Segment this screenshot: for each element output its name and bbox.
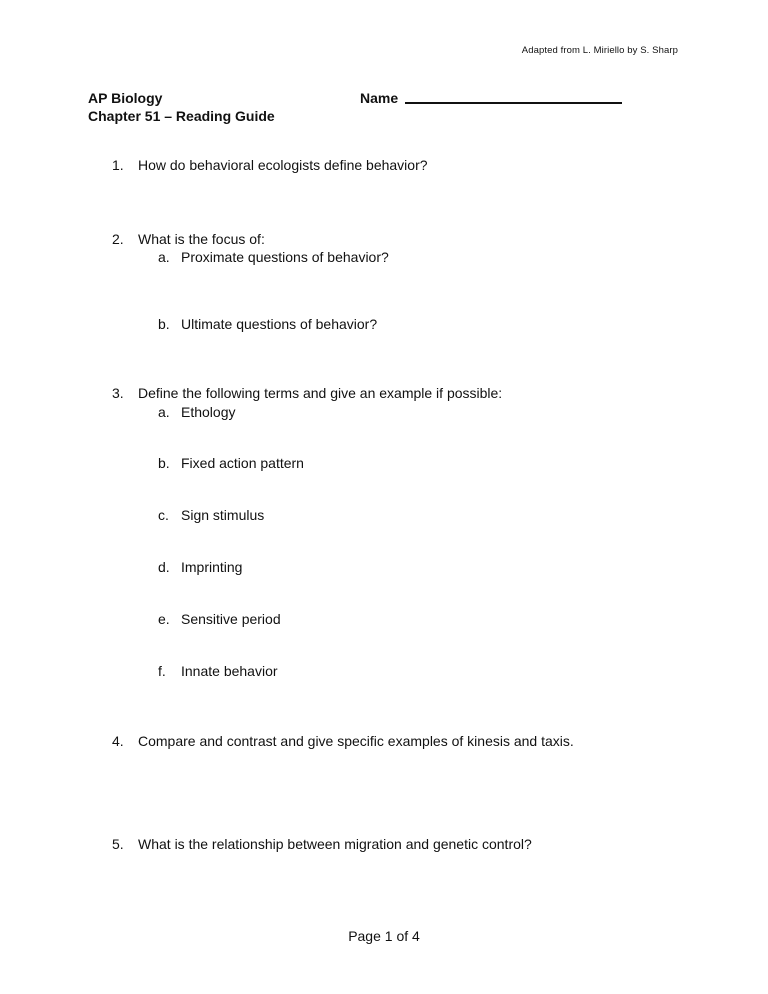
question-4 <box>112 733 574 750</box>
question-2-text: What is the focus of: <box>138 231 265 247</box>
question-2a-marker: a. <box>158 249 170 265</box>
question-2b-marker: b. <box>158 316 170 332</box>
question-3f-marker: f. <box>158 663 166 679</box>
question-3b-text: Fixed action pattern <box>181 455 304 471</box>
question-5 <box>112 836 532 853</box>
question-1-marker: 1. <box>112 157 124 173</box>
question-5-marker: 5. <box>112 836 124 852</box>
name-label: Name <box>360 90 399 106</box>
question-1-text: How do behavioral ecologists define behavior? <box>138 157 428 173</box>
question-1 <box>112 157 428 174</box>
question-3 <box>112 385 502 402</box>
name-field <box>360 89 622 107</box>
question-3-marker: 3. <box>112 385 124 401</box>
question-3d-marker: d. <box>158 559 170 575</box>
question-3-text: Define the following terms and give an example if possible: <box>138 385 503 401</box>
question-3d-text: Imprinting <box>181 559 243 575</box>
question-4-marker: 4. <box>112 733 124 749</box>
question-2-marker: 2. <box>112 231 124 247</box>
question-5-text: What is the relationship between migration and genetic control? <box>138 836 532 852</box>
question-2a <box>158 249 389 266</box>
document-header <box>88 89 275 125</box>
name-blank-line <box>405 89 622 104</box>
question-3a <box>158 404 235 421</box>
course-title: AP Biology <box>88 90 163 106</box>
question-2b <box>158 316 377 333</box>
page-number: Page 1 of 4 <box>348 928 420 944</box>
question-3d <box>158 559 242 576</box>
question-2b-text: Ultimate questions of behavior? <box>181 316 378 332</box>
question-4-text: Compare and contrast and give specific examples of kinesis and taxis. <box>138 733 574 749</box>
question-3c <box>158 507 264 524</box>
question-3f <box>158 663 278 680</box>
question-2a-text: Proximate questions of behavior? <box>181 249 389 265</box>
question-3c-text: Sign stimulus <box>181 507 265 523</box>
question-3a-marker: a. <box>158 404 170 420</box>
question-3b <box>158 455 304 472</box>
question-3b-marker: b. <box>158 455 170 471</box>
question-3c-marker: c. <box>158 507 169 523</box>
question-2 <box>112 231 265 248</box>
page-title: Chapter 51 – Reading Guide <box>88 108 275 124</box>
question-3a-text: Ethology <box>181 404 236 420</box>
attribution-text: Adapted from L. Miriello by S. Sharp <box>521 45 678 56</box>
question-3e-text: Sensitive period <box>181 611 281 627</box>
question-3e-marker: e. <box>158 611 170 627</box>
question-3e <box>158 611 281 628</box>
question-3f-text: Innate behavior <box>181 663 278 679</box>
